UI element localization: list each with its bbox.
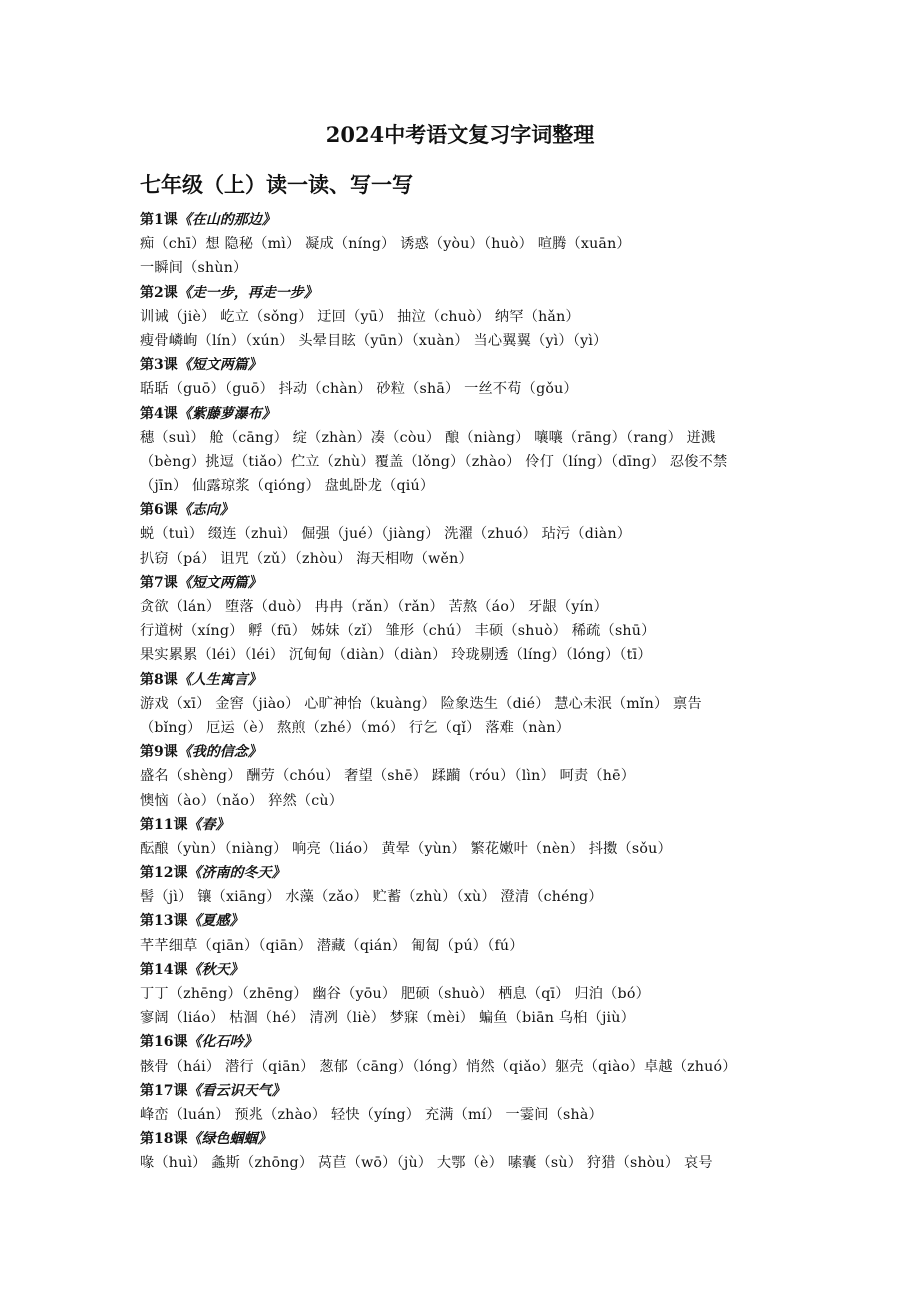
lesson-block bbox=[140, 958, 790, 1031]
lesson-title: 《秋天》 bbox=[187, 961, 244, 978]
lesson-number: 第6课 bbox=[140, 502, 178, 519]
vocab-line: 聒聒（guō）（guō） 抖动（chàn） 砂粒（shā） 一丝不苟（gǒu） bbox=[140, 381, 578, 398]
lesson-heading bbox=[140, 571, 790, 595]
section-heading: 七年级（上）读一读、写一写 bbox=[140, 172, 413, 197]
lesson-heading bbox=[140, 861, 790, 885]
vocab-line: 骸骨（hái） 潜行（qiān） 葱郁（cāng）（lóng）悄然（qiǎo）躯壳（qiào）卓越（zhuó） bbox=[140, 1058, 737, 1075]
lesson-title: 《夏感》 bbox=[187, 913, 244, 930]
lesson-title: 《人生寓言》 bbox=[177, 671, 262, 688]
vocab-line: 果实累累（léi）（léi） 沉甸甸（diàn）（diàn） 玲珑剔透（líng）（lóng）（tī） bbox=[140, 647, 652, 664]
lesson-number: 第14课 bbox=[140, 961, 188, 978]
vocab-line: 游戏（xī） 金窖（jiào） 心旷神怡（kuàng） 险象迭生（dié） 慧心未泯（mǐn） 禀告 bbox=[140, 695, 702, 712]
lesson-block bbox=[140, 813, 790, 861]
lesson-heading bbox=[140, 402, 790, 426]
lesson-number: 第8课 bbox=[140, 671, 178, 688]
lesson-title: 《春》 bbox=[187, 816, 230, 833]
lesson-number: 第12课 bbox=[140, 865, 188, 882]
lesson-list bbox=[140, 208, 790, 1176]
lesson-number: 第16课 bbox=[140, 1034, 188, 1051]
lesson-block bbox=[140, 571, 790, 668]
vocab-line: 寥阔（liáo） 枯涸（hé） 清冽（liè） 梦寐（mèi） 蝙鱼（biān 乌桕（jiù） bbox=[140, 1010, 636, 1027]
vocab-line: 扒窃（pá） 诅咒（zǔ）（zhòu） 海天相吻（wěn） bbox=[140, 550, 473, 567]
lesson-title: 《看云识天气》 bbox=[187, 1082, 286, 1099]
lesson-heading bbox=[140, 740, 790, 764]
vocab-line: 髻（jì） 镶（xiāng） 水藻（zǎo） 贮蓄（zhù）（xù） 澄清（chéng） bbox=[140, 889, 603, 906]
lesson-heading bbox=[140, 1079, 790, 1103]
lesson-block bbox=[140, 498, 790, 571]
vocab-line: 蜕（tuì） 缀连（zhuì） 倔强（jué）（jiàng） 洗濯（zhuó） 玷污（diàn） bbox=[140, 526, 632, 543]
lesson-number: 第3课 bbox=[140, 357, 178, 374]
vocab-line: 酝酿（yùn）（niàng） 响亮（liáo） 黄晕（yùn） 繁花嫩叶（nèn） 抖擞（sǒu） bbox=[140, 840, 672, 857]
lesson-heading bbox=[140, 958, 790, 982]
vocab-line: 痴（chī）想 隐秘（mì） 凝成（níng） 诱惑（yòu）（huò） 喧腾（xuān） bbox=[140, 236, 631, 253]
lesson-block bbox=[140, 668, 790, 741]
lesson-number: 第13课 bbox=[140, 913, 188, 930]
vocab-line: 训诫（jiè） 屹立（sǒng） 迂回（yū） 抽泣（chuò） 纳罕（hǎn） bbox=[140, 308, 580, 325]
lesson-number: 第18课 bbox=[140, 1131, 188, 1148]
vocab-line: （jīn） 仙露琼浆（qióng） 盘虬卧龙（qiú） bbox=[140, 478, 435, 495]
vocab-line: 芊芊细草（qiān）（qiān） 潜藏（qián） 匍匐（pú）（fú） bbox=[140, 937, 524, 954]
vocab-line: 贪欲（lán） 堕落（duò） 冉冉（rǎn）（rǎn） 苦熬（áo） 牙龈（yín） bbox=[140, 599, 609, 615]
vocab-line: 瘦骨嶙峋（lín）（xún） 头晕目眩（yūn）（xuàn） 当心翼翼（yì）（yì） bbox=[140, 332, 608, 349]
lesson-number: 第1课 bbox=[140, 212, 178, 228]
lesson-number: 第4课 bbox=[140, 405, 178, 422]
vocab-line: 一瞬间（shùn） bbox=[140, 260, 248, 277]
lesson-block bbox=[140, 353, 790, 401]
vocab-line: 盛名（shèng） 酬劳（chóu） 奢望（shē） 蹂躏（róu）（lìn） 呵责（hē） bbox=[140, 768, 636, 785]
lesson-title: 《我的信念》 bbox=[177, 744, 262, 761]
vocab-line: 丁丁（zhēng）（zhēng） 幽谷（yōu） 肥硕（shuò） 栖息（qī） 归泊（bó） bbox=[140, 986, 650, 1002]
lesson-title: 《在山的那边》 bbox=[177, 212, 276, 228]
lesson-block bbox=[140, 281, 790, 354]
vocab-line: （bǐng） 厄运（è） 熬煎（zhé）（mó） 行乞（qǐ） 落难（nàn） bbox=[140, 719, 571, 736]
lesson-block bbox=[140, 909, 790, 957]
lesson-block bbox=[140, 1079, 790, 1127]
lesson-heading bbox=[140, 1030, 790, 1054]
vocab-line: 行道树（xíng） 孵（fū） 姊妹（zǐ） 雏形（chú） 丰硕（shuò） 稀疏（shū） bbox=[140, 623, 656, 640]
lesson-heading bbox=[140, 208, 790, 232]
lesson-title: 《走一步，再走一步》 bbox=[177, 284, 318, 301]
lesson-block bbox=[140, 1127, 790, 1175]
lesson-title: 《绿色蝈蝈》 bbox=[187, 1131, 272, 1148]
lesson-block bbox=[140, 402, 790, 499]
lesson-title: 《短文两篇》 bbox=[177, 357, 262, 374]
lesson-title: 《紫藤萝瀑布》 bbox=[177, 405, 276, 422]
lesson-heading bbox=[140, 668, 790, 692]
lesson-block bbox=[140, 208, 790, 281]
lesson-heading bbox=[140, 909, 790, 933]
vocab-line: 喙（huì） 螽斯（zhōng） 莴苣（wō）（jù） 大鄂（è） 嗉囊（sù） 狩猎（shòu） 哀号 bbox=[140, 1155, 713, 1172]
lesson-number: 第9课 bbox=[140, 744, 178, 761]
lesson-title: 《志向》 bbox=[177, 502, 234, 519]
lesson-heading bbox=[140, 813, 790, 837]
lesson-block bbox=[140, 740, 790, 813]
vocab-line: 峰峦（luán） 预兆（zhào） 轻快（yíng） 充满（mí） 一霎间（shà） bbox=[140, 1106, 603, 1123]
lesson-title: 《济南的冬天》 bbox=[187, 865, 286, 882]
lesson-title: 《化石吟》 bbox=[187, 1034, 258, 1051]
lesson-heading bbox=[140, 281, 790, 305]
lesson-number: 第7课 bbox=[140, 574, 178, 591]
vocab-line: （bèng）挑逗（tiǎo）伫立（zhù）覆盖（lǒng）（zhào） 伶仃（líng）（dīng） 忍俊不禁 bbox=[140, 453, 728, 470]
lesson-heading bbox=[140, 1127, 790, 1151]
lesson-number: 第11课 bbox=[140, 816, 188, 833]
lesson-number: 第2课 bbox=[140, 284, 178, 301]
vocab-line: 懊恼（ào）（nǎo） 猝然（cù） bbox=[140, 792, 344, 809]
lesson-block bbox=[140, 861, 790, 909]
vocab-line: 穗（suì） 舱（cāng） 绽（zhàn）凑（còu） 酿（niàng） 嚷嚷（rāng）（rang） 迸溅 bbox=[140, 429, 716, 446]
lesson-heading bbox=[140, 498, 790, 522]
lesson-title: 《短文两篇》 bbox=[177, 574, 262, 591]
lesson-number: 第17课 bbox=[140, 1082, 188, 1099]
lesson-heading bbox=[140, 353, 790, 377]
lesson-block bbox=[140, 1030, 790, 1078]
document-title: 2024中考语文复习字词整理 bbox=[325, 122, 595, 147]
